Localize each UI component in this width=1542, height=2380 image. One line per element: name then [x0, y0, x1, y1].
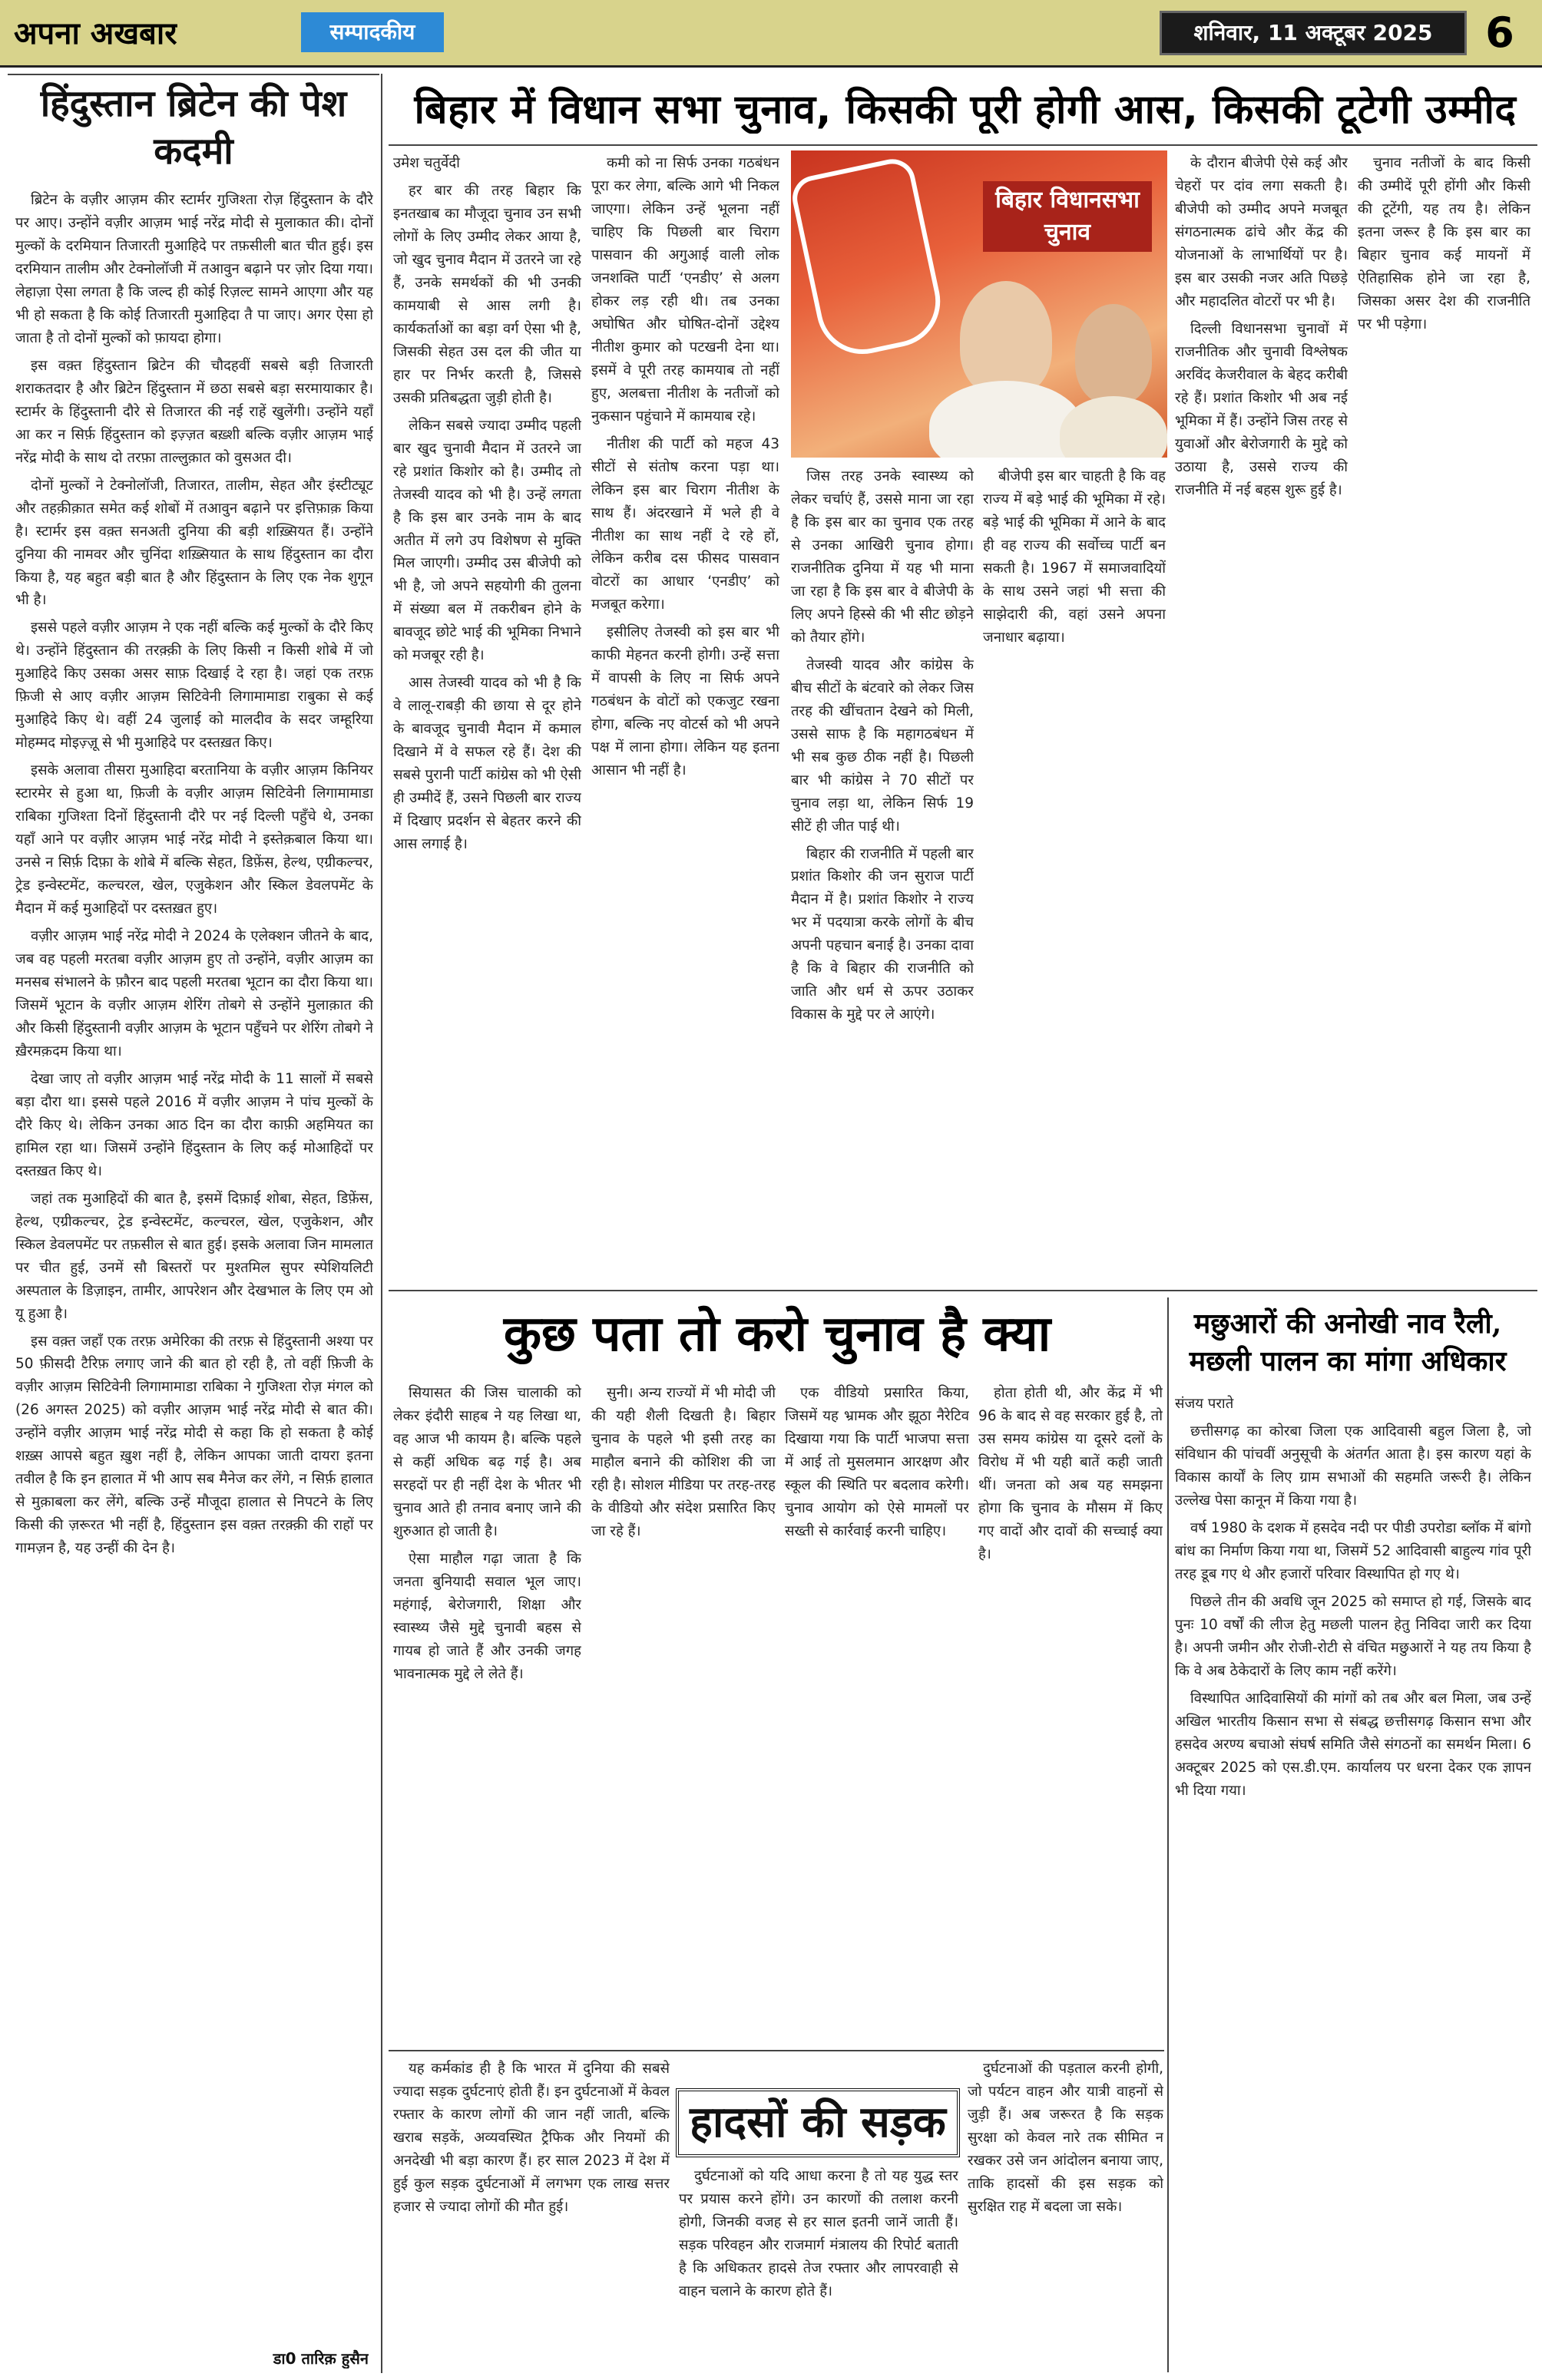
main-article-col1	[393, 152, 581, 1273]
main-article-col3	[791, 465, 974, 1271]
right-article-headline: मछुआरों की अनोखी नाव रैली, मछली पालन का मांगा अधिकार	[1189, 1307, 1507, 1377]
main-article-col4	[983, 465, 1166, 1271]
paragraph: एक वीडियो प्रसारित किया, जिसमें यह भ्रामक और झूठा नैरेटिव दिखाया गया कि पार्टी भाजपा सत्ता में आई तो मुसलमान आरक्षण और स्कूल की स्थिति पर बदलाव करेगी। चुनाव आयोग को ऐसे मामलों पर सख्ती से कार्रवाई करनी चाहिए।	[785, 1385, 969, 1539]
paragraph: इससे पहले वज़ीर आज़म ने एक नहीं बल्कि कई मुल्कों के दौरे किए थे। उन्होंने हिंदुस्तान की तरक़्क़ी के लिए किसी न किसी शोबे में जो मुआहिदे किए उसका असर साफ़ दिखाई दे रहा है। जहां एक तरफ़ फ़िजी से आए वज़ीर आज़म सिटिवेनी लिगामामाडा राबुका से कई मुआहिदे किए थे। वहीं 24 जुलाई को मालदीव के सदर जम्हूरिया मोहम्मद मोइज़्ज़ू से भी मुआहिदे पर दस्तख़त किए।	[15, 620, 373, 752]
bottom-article-headline: हादसों की सड़क	[676, 2088, 960, 2157]
main-article-headline: बिहार में विधान सभा चुनाव, किसकी पूरी होगी आस, किसकी टूटेगी उम्मीद	[414, 87, 1517, 133]
paragraph: सियासत की जिस चालाकी को लेकर इंदौरी साहब ने यह लिखा था, वह आज भी कायम है। बल्कि पहले से कहीं अधिक बढ़ गई है। अब सरहदों पर ही नहीं देश के भीतर भी चुनाव आते ही तनाव बनाए जाने की शुरुआत हो जाती है।	[393, 1385, 581, 1539]
paragraph: वर्ष 1980 के दशक में हसदेव नदी पर पीडी उपरोडा ब्लॉक में बांगो बांध का निर्माण किया गया था, जिसमें 52 आदिवासी बाहुल्य गांव पूरी तरह डूब गए थे और हजारों परिवार विस्थापित हो गए थे।	[1175, 1519, 1531, 1582]
paragraph: इसके अलावा तीसरा मुआहिदा बरतानिया के वज़ीर आज़म किनियर स्टारमेर से हुआ था, फ़िजी के वज़ीर आज़म सिटिवेनी लिगामामाडा राबिका गुजिश्ता दिनों हिंदुस्तानी दौरे पर नई दिल्ली पहुँचे थे, उनका यहाँ आने पर वज़ीर आज़म भाई नरेंद्र मोदी ने इस्तेक़बाल किया था। उनसे न सिर्फ़ दिफ़ा के शोबे में बल्कि सेहत, डिफ़ेंस, हेल्थ, एग्रीकल्चर, ट्रेड इन्वेस्टमेंट, कल्चरल, खेल, एजुकेशन और स्किल डेवलपमेंट के मैदान में कई मुआहिदों पर दस्तख़त हुए।	[15, 762, 373, 917]
ballot-graphic	[791, 155, 948, 362]
paragraph: के दौरान बीजेपी ऐसे कई और चेहरों पर दांव लगा सकती है। बीजेपी को उम्मीद अपने मजबूत संगठनात्मक ढांचे और केंद्र की योजनाओं के लाभार्थियों पर है। इस बार उसकी नजर अति पिछड़े और महादलित वोटरों पर भी है।	[1175, 155, 1348, 309]
paragraph: तेजस्वी यादव और कांग्रेस के बीच सीटों के बंटवारे को लेकर जिस तरह की खींचतान देखने को मिली, उससे साफ है कि महागठबंधन में भी सब कुछ ठीक नहीं है। पिछली बार भी कांग्रेस ने 70 सीटों पर चुनाव लड़ा था, लेकिन सिर्फ 19 सीटें ही जीत पाई थी।	[791, 656, 974, 835]
paragraph: दुर्घटनाओं को यदि आधा करना है तो यह युद्ध स्तर पर प्रयास करने होंगे। उन कारणों की तलाश करनी होगी, जिनकी वजह से हर साल इतनी जानें जाती हैं। सड़क परिवहन और राजमार्ग मंत्रालय की रिपोर्ट बताती है कि अधिकतर हादसे तेज रफ्तार और लापरवाही से वाहन चलाने के कारण होते हैं।	[679, 2168, 958, 2299]
paragraph: चुनाव नतीजों के बाद किसी की उम्मीदें पूरी होंगी और किसी की टूटेंगी, यह तय है। लेकिन इतना जरूर है कि इस बार का बिहार चुनाव कई मायनों में ऐतिहासिक होने जा रहा है, जिसका असर देश की राजनीति पर भी पड़ेगा।	[1358, 155, 1530, 332]
main-article-col2	[591, 152, 779, 1273]
paragraph: दिल्ली विधानसभा चुनावों में राजनीतिक और चुनावी विश्लेषक अरविंद केजरीवाल के बेहद करीबी रहे हैं। प्रशांत किशोर भी अब नई भूमिका में हैं। उन्होंने जिस तरह से युवाओं और बेरोजगारी के मुद्दे को उठाया है, उससे राज्य की राजनीति में नई बहस शुरू हुई है।	[1175, 320, 1348, 498]
paragraph: सुनी। अन्य राज्यों में भी मोदी जी की यही शैली दिखती है। बिहार चुनाव के पहले भी इसी तरह का माहौल बनाने की कोशिश की जा रही है। सोशल मीडिया पर तरह-तरह के वीडियो और संदेश प्रसारित किए जा रहे हैं।	[591, 1385, 776, 1539]
middle-article-headline: कुछ पता तो करो चुनाव है क्या	[503, 1306, 1051, 1363]
politician-figure	[1060, 396, 1167, 458]
left-article-body	[15, 189, 373, 2339]
page-number: 6	[1485, 8, 1514, 57]
section-tag: सम्पादकीय	[301, 12, 444, 52]
bottom-article-col3	[968, 2058, 1163, 2368]
paragraph: विस्थापित आदिवासियों की मांगों को तब और बल मिला, जब उन्हें अखिल भारतीय किसान सभा से संबद्ध छत्तीसगढ़ किसान सभा और हसदेव अरण्य बचाओ संघर्ष समिति जैसे संगठनों का समर्थन मिला। 6 अक्टूबर 2025 को एस.डी.एम. कार्यालय पर धरना देकर एक ज्ञापन भी दिया गया।	[1175, 1690, 1531, 1799]
middle-article-col1	[393, 1382, 581, 2042]
election-photo	[791, 150, 1167, 458]
paragraph: लेकिन सबसे ज्यादा उम्मीद पहली बार खुद चुनावी मैदान में उतरने जा रहे प्रशांत किशोर को है। उम्मीद तो तेजस्वी यादव को भी है। उन्हें लगता है कि इस बार उनके नाम के बाद अतीत में लगे उप विशेषण से मुक्ति मिल जाएगी। उम्मीद उस बीजेपी को भी है, जो अपने सहयोगी की तुलना में संख्या बल में तकरीबन होने के बावजूद छोटे भाई की भूमिका निभाने को मजबूर रही है।	[393, 417, 581, 664]
byline: संजय पराते	[1175, 1396, 1234, 1412]
paragraph: पिछले तीन की अवधि जून 2025 को समाप्त हो गई, जिसके बाद पुनः 10 वर्षों की लीज हेतु मछली पालन हेतु निविदा जारी कर दिया है। अपनी जमीन और रोजी-रोटी से वंचित मछुआरों ने यह तय किया है कि वे अब ठेकेदारों के लिए काम नहीं करेंगे।	[1175, 1593, 1531, 1679]
main-article-col6	[1358, 152, 1530, 1273]
paragraph: वज़ीर आज़म भाई नरेंद्र मोदी ने 2024 के एलेक्शन जीतने के बाद, जब वह पहली मरतबा वज़ीर आज़म हुए तो उन्होंने, वज़ीर आज़म का मनसब संभालने के फ़ौरन बाद पहली मरतबा भूटान का दौरा किया था। जिसमें भूटान के वज़ीर आज़म शेरिंग तोबगे से उन्होंने मुलाक़ात की और किसी हिंदुस्तानी वज़ीर आज़म के भूटान पहुँचने पर शेरिंग तोबगे ने ख़ैरमक़दम किया था।	[15, 928, 373, 1059]
middle-article-col2	[591, 1382, 776, 2042]
column-divider	[1167, 1297, 1169, 2372]
paragraph: छत्तीसगढ़ का कोरबा जिला एक आदिवासी बहुल जिला है, जो संविधान की पांचवीं अनुसूची के अंतर्गत आता है। इस कारण यहां के विकास कार्यों के लिए ग्राम सभाओं की सहमति जरूरी है। लेकिन उल्लेख पेसा कानून में किया गया है।	[1175, 1423, 1531, 1509]
main-article-col5	[1175, 152, 1348, 1273]
politician-figure	[1075, 304, 1152, 404]
column-divider	[381, 74, 382, 2373]
paragraph: इसीलिए तेजस्वी को इस बार भी काफी मेहनत करनी होगी। उन्हें सत्ता में वापसी के लिए ना सिर्फ अपने गठबंधन के वोटों को एकजुट रखना होगा, बल्कि नए वोटर्स को भी अपने पक्ष में लाना होगा। लेकिन यह इतना आसान भी नहीं है।	[591, 624, 779, 779]
paragraph: ब्रिटेन के वज़ीर आज़म कीर स्टार्मर गुजिश्ता रोज़ हिंदुस्तान के दौरे पर आए। उन्होंने वज़ीर आज़म भाई नरेंद्र मोदी से मुलाकात की। दोनों मुल्कों के दरमियान तिजारती मुआहिदे पर तफ़सीली बात चीत हुई। इस दरमियान तालीम और टेक्नोलॉजी में तआवुन बढ़ाने पर ज़ोर दिया गया। लेहाज़ा ऐसा लगता है कि जल्द ही कोई रिज़ल्ट सामने आएगा और यह भी हो सकता है कि कोई तिजारती मुआहिदा तै पा जाए। अगर ऐसा हो जाता है तो दोनों मुल्कों को फ़ायदा होगा।	[15, 192, 373, 346]
paragraph: इस वक़्त हिंदुस्तान ब्रिटेन की चौदहवीं सबसे बड़ी तिजारती शराकतदार है और ब्रिटेन हिंदुस्तान में छठा सबसे बड़ा सरमायाकार है। स्टार्मर के हिंदुस्तानी दौरे से तिजारत की नई राहें खुलेंगी। उन्होंने यहाँ आ कर न सिर्फ़ हिंदुस्तान को इज़्ज़त बख़्शी बल्कि वज़ीर आज़म भाई नरेंद्र मोदी के साथ दो तरफ़ा ताल्लुक़ात को वुसअत दी।	[15, 357, 373, 466]
paragraph: बीजेपी इस बार चाहती है कि वह राज्य में बड़े भाई की भूमिका में रहे। बड़े भाई की भूमिका में आने के बाद ही वह राज्य की सर्वोच्च पार्टी बन सकती है। 1967 में समाजवादियों के साथ उसने जहां भी सत्ता की साझेदारी की, वहां उसने अपना जनाधार बढ़ाया।	[983, 468, 1166, 646]
paragraph: जहां तक मुआहिदों की बात है, इसमें दिफ़ाई शोबा, सेहत, डिफ़ेंस, हेल्थ, एग्रीकल्चर, ट्रेड इन्वेस्टमेंट, कल्चरल, खेल, एजुकेशन, और स्किल डेवलपमेंट पर तफ़सील से बात हुई। इसके अलावा जिन मामलात पर चीत हुई, उनमें सौ बिस्तरों पर मुश्तमिल सुपर स्पेशियलिटी अस्पताल के डिज़ाइन, तामीर, आपरेशन और देखभाल के लिए एम ओ यू हुआ है।	[15, 1190, 373, 1322]
masthead: अपना अखबार	[14, 16, 177, 51]
middle-article-col4	[978, 1382, 1163, 2042]
left-article-headline: हिंदुस्तान ब्रिटेन की पेश कदमी	[40, 82, 347, 174]
column-top-rule	[8, 74, 379, 75]
paragraph: ऐसा माहौल गढ़ा जाता है कि जनता बुनियादी सवाल भूल जाए। महंगाई, बेरोजगारी, शिक्षा और स्वास्थ्य जैसे मुद्दे चुनावी बहस से गायब हो जाते हैं और उनकी जगह भावनात्मक मुद्दे ले लेते हैं।	[393, 1550, 581, 1682]
photo-caption: बिहार विधानसभा चुनाव	[983, 181, 1152, 252]
middle-article-col3	[785, 1382, 969, 2042]
paragraph: इस वक़्त जहाँ एक तरफ़ अमेरिका की तरफ़ से हिंदुस्तानी अश्या पर 50 फ़ीसदी टैरिफ़ लगाए जाने की बात हो रही है, तो वहीं फ़िजी के वज़ीर आज़म सिटिवेनी लिगामामाडा राबिका ने गुजिश्ता रोज़ मंगल को (26 अगस्त 2025) को वज़ीर आज़म भाई नरेंद्र मोदी से बात की। उन्होंने वज़ीर आज़म भाई नरेंद्र मोदी से कहा कि हो सकता है कोई शख़्स आपसे बहुत ख़ुश नहीं है, लेकिन आपका जाती दायरा इतना तवील है कि इन हालात में भी आप सब मैनेज कर लेंगे, न सिर्फ़ हालात से मुक़ाबला कर लेंगे, बल्कि उन्हें मौजूदा हालात से निपटने के लिए किसी की ज़रूरत भी नहीं है, हिंदुस्तान इस वक़्त तरक़्क़ी की राहों पर गामज़न है, यह उन्हीं की देन है।	[15, 1333, 373, 1557]
paragraph: दुर्घटनाओं की पड़ताल करनी होगी, जो पर्यटन वाहन और यात्री वाहनों से जुड़ी हैं। अब जरूरत है कि सड़क सुरक्षा को केवल नारे तक सीमित न रखकर उसे जन आंदोलन बनाया जाए, ताकि हादसों की इस सड़क को सुरक्षित राह में बदला जा सके।	[968, 2061, 1163, 2215]
section-rule	[389, 2050, 1164, 2051]
paragraph: आस तेजस्वी यादव को भी है कि वे लालू-राबड़ी की छाया से दूर होने के बावजूद चुनावी मैदान में कमाल दिखाने में वे सफल रहे हैं। देश की सबसे पुरानी पार्टी कांग्रेस को भी ऐसी ही उम्मीदें हैं, उसने पिछली बार राज्य में दिखाए प्रदर्शन से बेहतर करने की आस लगाई है।	[393, 675, 581, 853]
paragraph: कमी को ना सिर्फ उनका गठबंधन पूरा कर लेगा, बल्कि आगे भी निकल जाएगा। लेकिन उन्हें भूलना नहीं चाहिए कि पिछली बार चिराग पासवान की अगुआई वाली लोक जनशक्ति पार्टी ‘एनडीए’ से अलग होकर लड़ रही थी। तब उनका अघोषित और घोषित-दोनों उद्देश्य नीतीश कुमार को पटखनी देना था। इसमें वे पूरी तरह कामयाब तो नहीं हुए, अलबत्ता नीतीश के नतीजों को नुकसान पहुंचाने में कामयाब रहे।	[591, 155, 779, 425]
paragraph: नीतीश की पार्टी को महज 43 सीटों से संतोष करना पड़ा था। लेकिन इस बार चिराग नीतीश के साथ हैं। अंदरखाने में भले ही वे नीतीश का साथ नहीं दे रहे हों, लेकिन करीब दस फीसद पासवान वोटरों का आधार ‘एनडीए’ को मजबूत करेगा।	[591, 435, 779, 613]
bottom-article-col1	[393, 2058, 670, 2368]
paragraph: देखा जाए तो वज़ीर आज़म भाई नरेंद्र मोदी के 11 सालों में सबसे बड़ा दौरा था। इससे पहले 2016 में वज़ीर आज़म ने पांच मुल्कों के दौरे किए थे। लेकिन उनका आठ दिन का दौरा काफ़ी अहमियत का हामिल रहा था। जिसमें उन्होंने हिंदुस्तान के लिए कई मोआहिदों पर दस्तख़त किए थे।	[15, 1070, 373, 1179]
paragraph: बिहार की राजनीति में पहली बार प्रशांत किशोर की जन सुराज पार्टी मैदान में है। प्रशांत किशोर ने राज्य भर में पदयात्रा करके लोगों के बीच अपनी पहचान बनाई है। उनका दावा है कि वे बिहार की राजनीति को जाति और धर्म से ऊपर उठाकर विकास के मुद्दे पर ले आएंगे।	[791, 845, 974, 1023]
politician-figure	[960, 281, 1052, 396]
byline: उमेश चतुर्वेदी	[393, 155, 460, 171]
paragraph: दोनों मुल्कों ने टेक्नोलॉजी, तिजारत, तालीम, सेहत और इंस्टीट्यूट और तहक़ीक़ात समेत कई शोबों में तआवुन बढ़ाने पर इत्तिफ़ाक़ किया है। स्टार्मर इस वक़्त सनअती दुनिया की बड़ी शख़्सियत हैं। उन्होंने दुनिया की नामवर और चुनिंदा शख़्सियात के साथ हिंदुस्तान का दौरा किया है, यह बहुत बड़ी बात है और हिंदुस्तान के लिए एक नेक शुगून भी है।	[15, 477, 373, 609]
paragraph: यह कर्मकांड ही है कि भारत में दुनिया की सबसे ज्यादा सड़क दुर्घटनाएं होती हैं। इन दुर्घटनाओं में केवल रफ्तार के कारण लोगों की जान नहीं जाती, बल्कि खराब सड़कें, अव्यवस्थित ट्रैफिक और नियमों की अनदेखी भी बड़ा कारण हैं। हर साल 2023 में देश में हुई कुल सड़क दुर्घटनाओं में लगभग एक लाख सत्तर हजार से ज्यादा लोगों की मौत हुई।	[393, 2061, 670, 2215]
paragraph: जिस तरह उनके स्वास्थ्य को लेकर चर्चाएं हैं, उससे माना जा रहा है कि इस बार का चुनाव एक तरह से उनका आखिरी चुनाव होगा। राजनीतिक दुनिया में यह भी माना जा रहा है कि इस बार वे बीजेपी के लिए अपने हिस्से की भी सीट छोड़ने को तैयार होंगे।	[791, 468, 974, 646]
bottom-article-col2	[679, 2165, 958, 2368]
date-label: शनिवार, 11 अक्टूबर 2025	[1160, 11, 1467, 55]
headline-rule	[389, 144, 1537, 146]
paragraph: हर बार की तरह बिहार कि इनतखाब का मौजूदा चुनाव उन सभी लोगों के लिए उम्मीद लेकर आया है, जो खुद चुनाव मैदान में उतरने जा रहे हैं, उनके समर्थकों की भी उनकी कामयाबी से आस लगी है। कार्यकर्ताओं का बड़ा वर्ग ऐसा भी है, जिसकी सेहत उस दल की जीत या हार पर निर्भर करती है, जिससे उसकी प्रतिबद्धता जुड़ी होती है।	[393, 182, 581, 406]
right-article-body	[1175, 1393, 1531, 2368]
paragraph: होता होती थी, और केंद्र में भी 96 के बाद से वह सरकार हुई है, तो उस समय कांग्रेस या दूसरे दलों के विरोध में भी यही बातें कही जाती थीं। जनता को अब यह समझना होगा कि चुनाव के मौसम में किए गए वादों और दावों की सच्चाई क्या है।	[978, 1385, 1163, 1562]
section-rule	[389, 1290, 1537, 1291]
left-article-signature: डा0 तारिक़ हुसैन	[273, 2349, 369, 2368]
